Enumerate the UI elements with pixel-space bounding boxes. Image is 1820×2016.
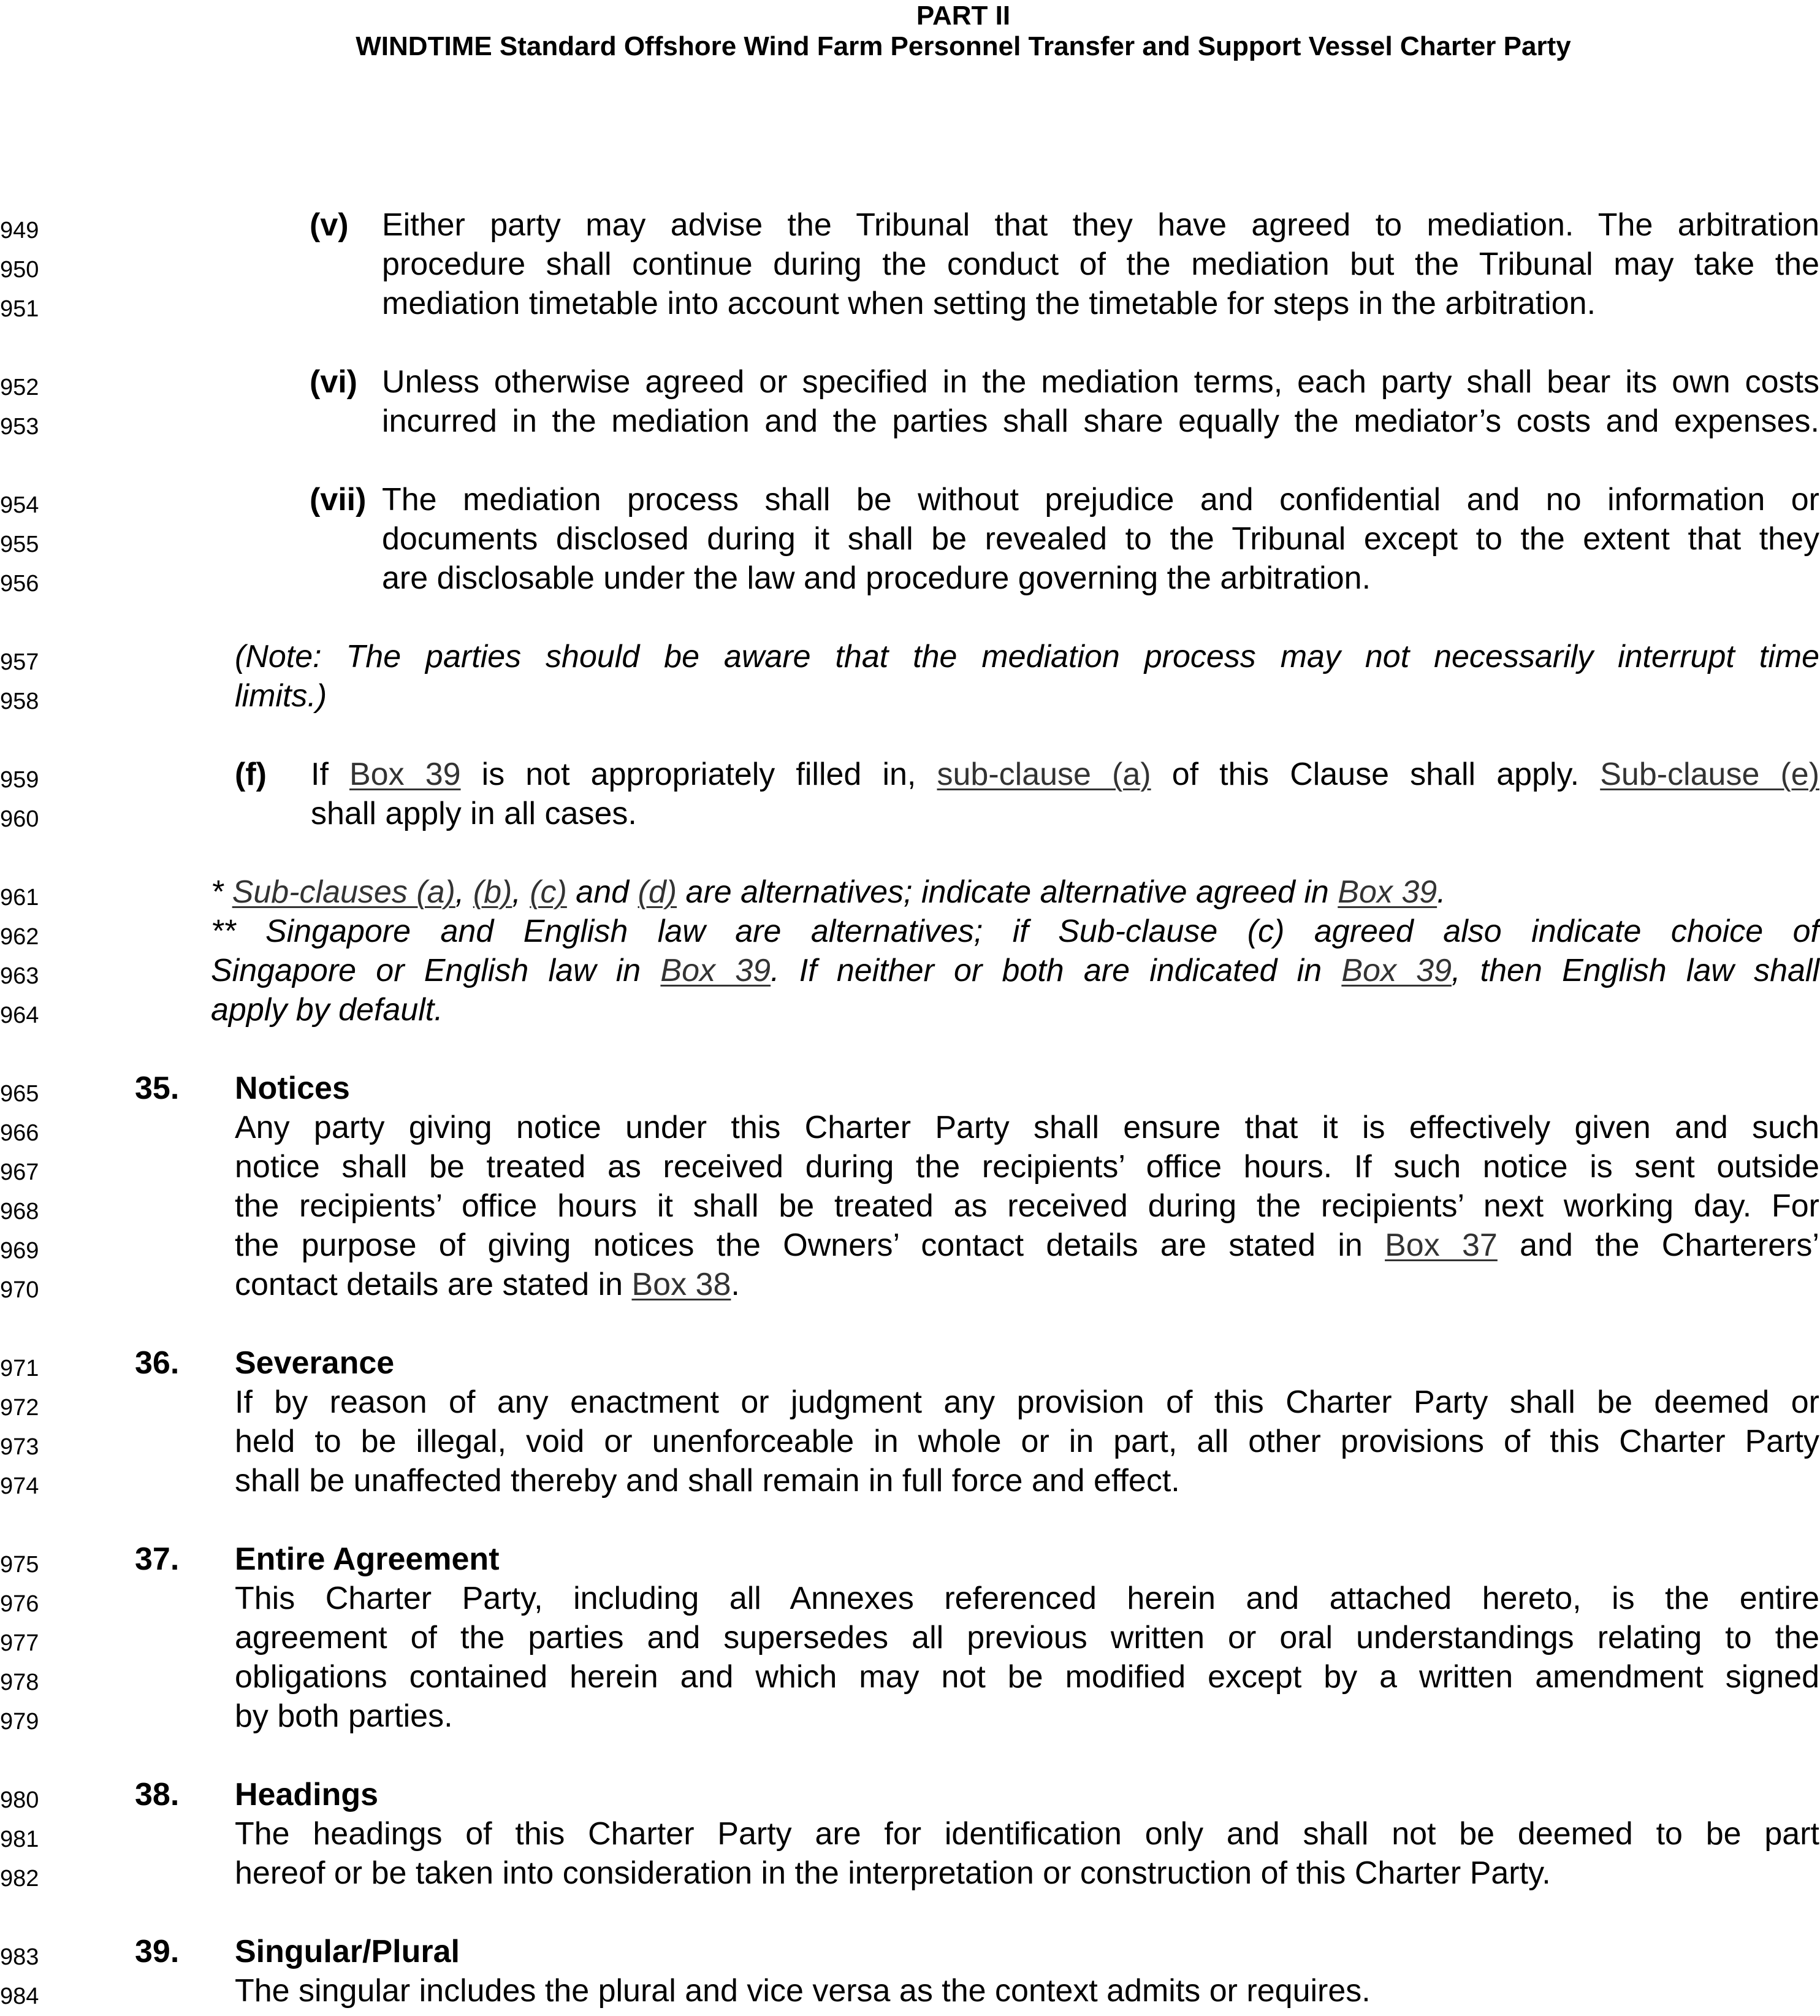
line-number: 983	[0, 1944, 39, 1970]
footnote-line: apply by default.	[211, 992, 443, 1028]
text-line	[235, 1265, 1819, 1304]
sub-clause-a-link[interactable]: sub-clause (a)	[937, 757, 1151, 792]
text-line: The singular includes the plural and vice versa as the context admits or requires.	[235, 1973, 1371, 2009]
text-line: the recipients’ office hours it shall be treated as received during the recipients’ next working day. For	[235, 1188, 1819, 1224]
box-39-link[interactable]: Box 39	[1341, 953, 1452, 988]
clause-heading: Headings	[235, 1777, 379, 1812]
line-number: 969	[0, 1238, 39, 1264]
clause-heading: Entire Agreement	[235, 1541, 500, 1577]
text-span: Singapore or English law in	[211, 953, 661, 988]
text-line: mediation timetable into account when setting the timetable for steps in the arbitration.	[382, 286, 1596, 321]
clause-number: 38.	[135, 1777, 180, 1812]
text-line: hereof or be taken into consideration in the interpretation or construction of this Charter Party.	[235, 1855, 1551, 1891]
text-line: agreement of the parties and supersedes all previous written or oral understandings relating to the	[235, 1620, 1819, 1655]
clause-heading: Notices	[235, 1071, 350, 1106]
line-number: 964	[0, 1002, 39, 1028]
line-number: 965	[0, 1081, 39, 1107]
document-title: WINDTIME Standard Offshore Wind Farm Personnel Transfer and Support Vessel Charter Party	[356, 31, 1571, 61]
line-number: 978	[0, 1670, 39, 1695]
sub-clauses-a-link[interactable]: Sub-clauses (a)	[232, 874, 455, 910]
sub-clause-b-link[interactable]: (b)	[473, 874, 512, 910]
subclause-label: (vii)	[310, 482, 367, 517]
text-line: procedure shall continue during the conduct of the mediation but the Tribunal may take the	[382, 246, 1819, 282]
part-label: PART II	[916, 1, 1011, 31]
line-number: 982	[0, 1866, 39, 1892]
footnote-line	[211, 951, 1819, 990]
text-span: .	[1437, 874, 1446, 910]
line-number: 972	[0, 1395, 39, 1421]
line-number: 967	[0, 1159, 39, 1185]
clause-heading: Singular/Plural	[235, 1934, 460, 1969]
text-line: If by reason of any enactment or judgment any provision of this Charter Party shall be deemed or	[235, 1384, 1819, 1420]
line-number: 959	[0, 767, 39, 793]
text-line: shall apply in all cases.	[311, 796, 637, 831]
line-number: 973	[0, 1434, 39, 1460]
text-line: The headings of this Charter Party are for identification only and shall not be deemed to be part	[235, 1816, 1819, 1852]
line-number: 953	[0, 414, 39, 440]
line-number: 954	[0, 492, 39, 518]
text-span: and	[566, 874, 638, 910]
text-line: incurred in the mediation and the parties shall share equally the mediator’s costs and expenses.	[382, 403, 1819, 439]
text-line: Unless otherwise agreed or specified in the mediation terms, each party shall bear its own costs	[382, 364, 1819, 400]
line-number: 950	[0, 257, 39, 283]
line-number: 980	[0, 1787, 39, 1813]
text-line: The mediation process shall be without prejudice and confidential and no information or	[382, 482, 1819, 517]
line-number: 960	[0, 806, 39, 832]
text-span: , then English law shall	[1452, 953, 1820, 988]
text-span: .	[731, 1267, 740, 1302]
box-39-link[interactable]: Box 39	[349, 757, 461, 792]
text-span: and the Charterers’	[1497, 1228, 1819, 1263]
text-span: . If neither or both are indicated in	[771, 953, 1342, 988]
text-span: If	[311, 757, 349, 792]
text-line: Either party may advise the Tribunal that they have agreed to mediation. The arbitration	[382, 207, 1819, 243]
text-line: Any party giving notice under this Charter Party shall ensure that it is effectively given and such	[235, 1110, 1819, 1145]
line-number: 958	[0, 689, 39, 714]
line-number: 955	[0, 532, 39, 557]
text-span: the purpose of giving notices the Owners’ contact details are stated in	[235, 1228, 1385, 1263]
text-line	[311, 755, 1819, 794]
subclause-label: (vi)	[310, 364, 357, 400]
sub-clause-c-link[interactable]: (c)	[530, 874, 567, 910]
box-38-link[interactable]: Box 38	[631, 1267, 731, 1302]
sub-clause-d-link[interactable]: (d)	[638, 874, 677, 910]
text-span: contact details are stated in	[235, 1267, 632, 1302]
clause-number: 37.	[135, 1541, 180, 1577]
subclause-label: (f)	[235, 757, 267, 792]
text-span: is not appropriately filled in,	[460, 757, 937, 792]
footnote-line	[211, 872, 1819, 912]
text-line	[235, 1226, 1819, 1265]
line-number: 966	[0, 1120, 39, 1146]
box-39-link[interactable]: Box 39	[660, 953, 771, 988]
footnote-line: ** Singapore and English law are alternatives; if Sub-clause (c) agreed also indicate choice of	[211, 914, 1819, 949]
line-number: 977	[0, 1630, 39, 1656]
text-line: by both parties.	[235, 1698, 453, 1734]
text-line: held to be illegal, void or unenforceable in whole or in part, all other provisions of this Charter Party	[235, 1424, 1819, 1459]
line-number: 981	[0, 1827, 39, 1852]
sub-clause-e-link[interactable]: Sub-clause (e)	[1600, 757, 1820, 792]
line-number: 957	[0, 649, 39, 675]
subclause-label: (v)	[310, 207, 349, 243]
box-37-link[interactable]: Box 37	[1385, 1228, 1498, 1263]
box-39-link[interactable]: Box 39	[1338, 874, 1437, 910]
line-number: 968	[0, 1199, 39, 1224]
clause-number: 39.	[135, 1934, 180, 1969]
line-number: 949	[0, 218, 39, 243]
text-line: documents disclosed during it shall be revealed to the Tribunal except to the extent that they	[382, 521, 1819, 557]
clause-number: 36.	[135, 1345, 180, 1381]
text-line: (Note: The parties should be aware that the mediation process may not necessarily interrupt time	[235, 639, 1819, 674]
clause-number: 35.	[135, 1071, 180, 1106]
line-number: 979	[0, 1709, 39, 1735]
text-line: shall be unaffected thereby and shall remain in full force and effect.	[235, 1463, 1180, 1499]
text-span: are alternatives; indicate alternative agreed in	[677, 874, 1338, 910]
line-number: 952	[0, 375, 39, 400]
text-line: notice shall be treated as received during the recipients’ office hours. If such notice is sent outside	[235, 1149, 1819, 1185]
line-number: 956	[0, 571, 39, 597]
text-span: ,	[512, 874, 530, 910]
line-number: 974	[0, 1473, 39, 1499]
line-number: 976	[0, 1591, 39, 1617]
text-line: are disclosable under the law and procedure governing the arbitration.	[382, 560, 1371, 596]
line-number: 971	[0, 1356, 39, 1381]
line-number: 975	[0, 1552, 39, 1578]
line-number: 963	[0, 963, 39, 989]
line-number: 951	[0, 296, 39, 322]
line-number: 984	[0, 1984, 39, 2009]
line-number: 962	[0, 924, 39, 950]
text-line: This Charter Party, including all Annexes referenced herein and attached hereto, is the entire	[235, 1581, 1819, 1616]
line-number: 970	[0, 1277, 39, 1303]
text-line: obligations contained herein and which may not be modified except by a written amendment signed	[235, 1659, 1819, 1695]
text-line: limits.)	[235, 678, 327, 714]
text-span: ,	[455, 874, 473, 910]
line-number: 961	[0, 885, 39, 911]
text-span: of this Clause shall apply.	[1151, 757, 1601, 792]
clause-heading: Severance	[235, 1345, 395, 1381]
text-span: *	[211, 874, 232, 910]
